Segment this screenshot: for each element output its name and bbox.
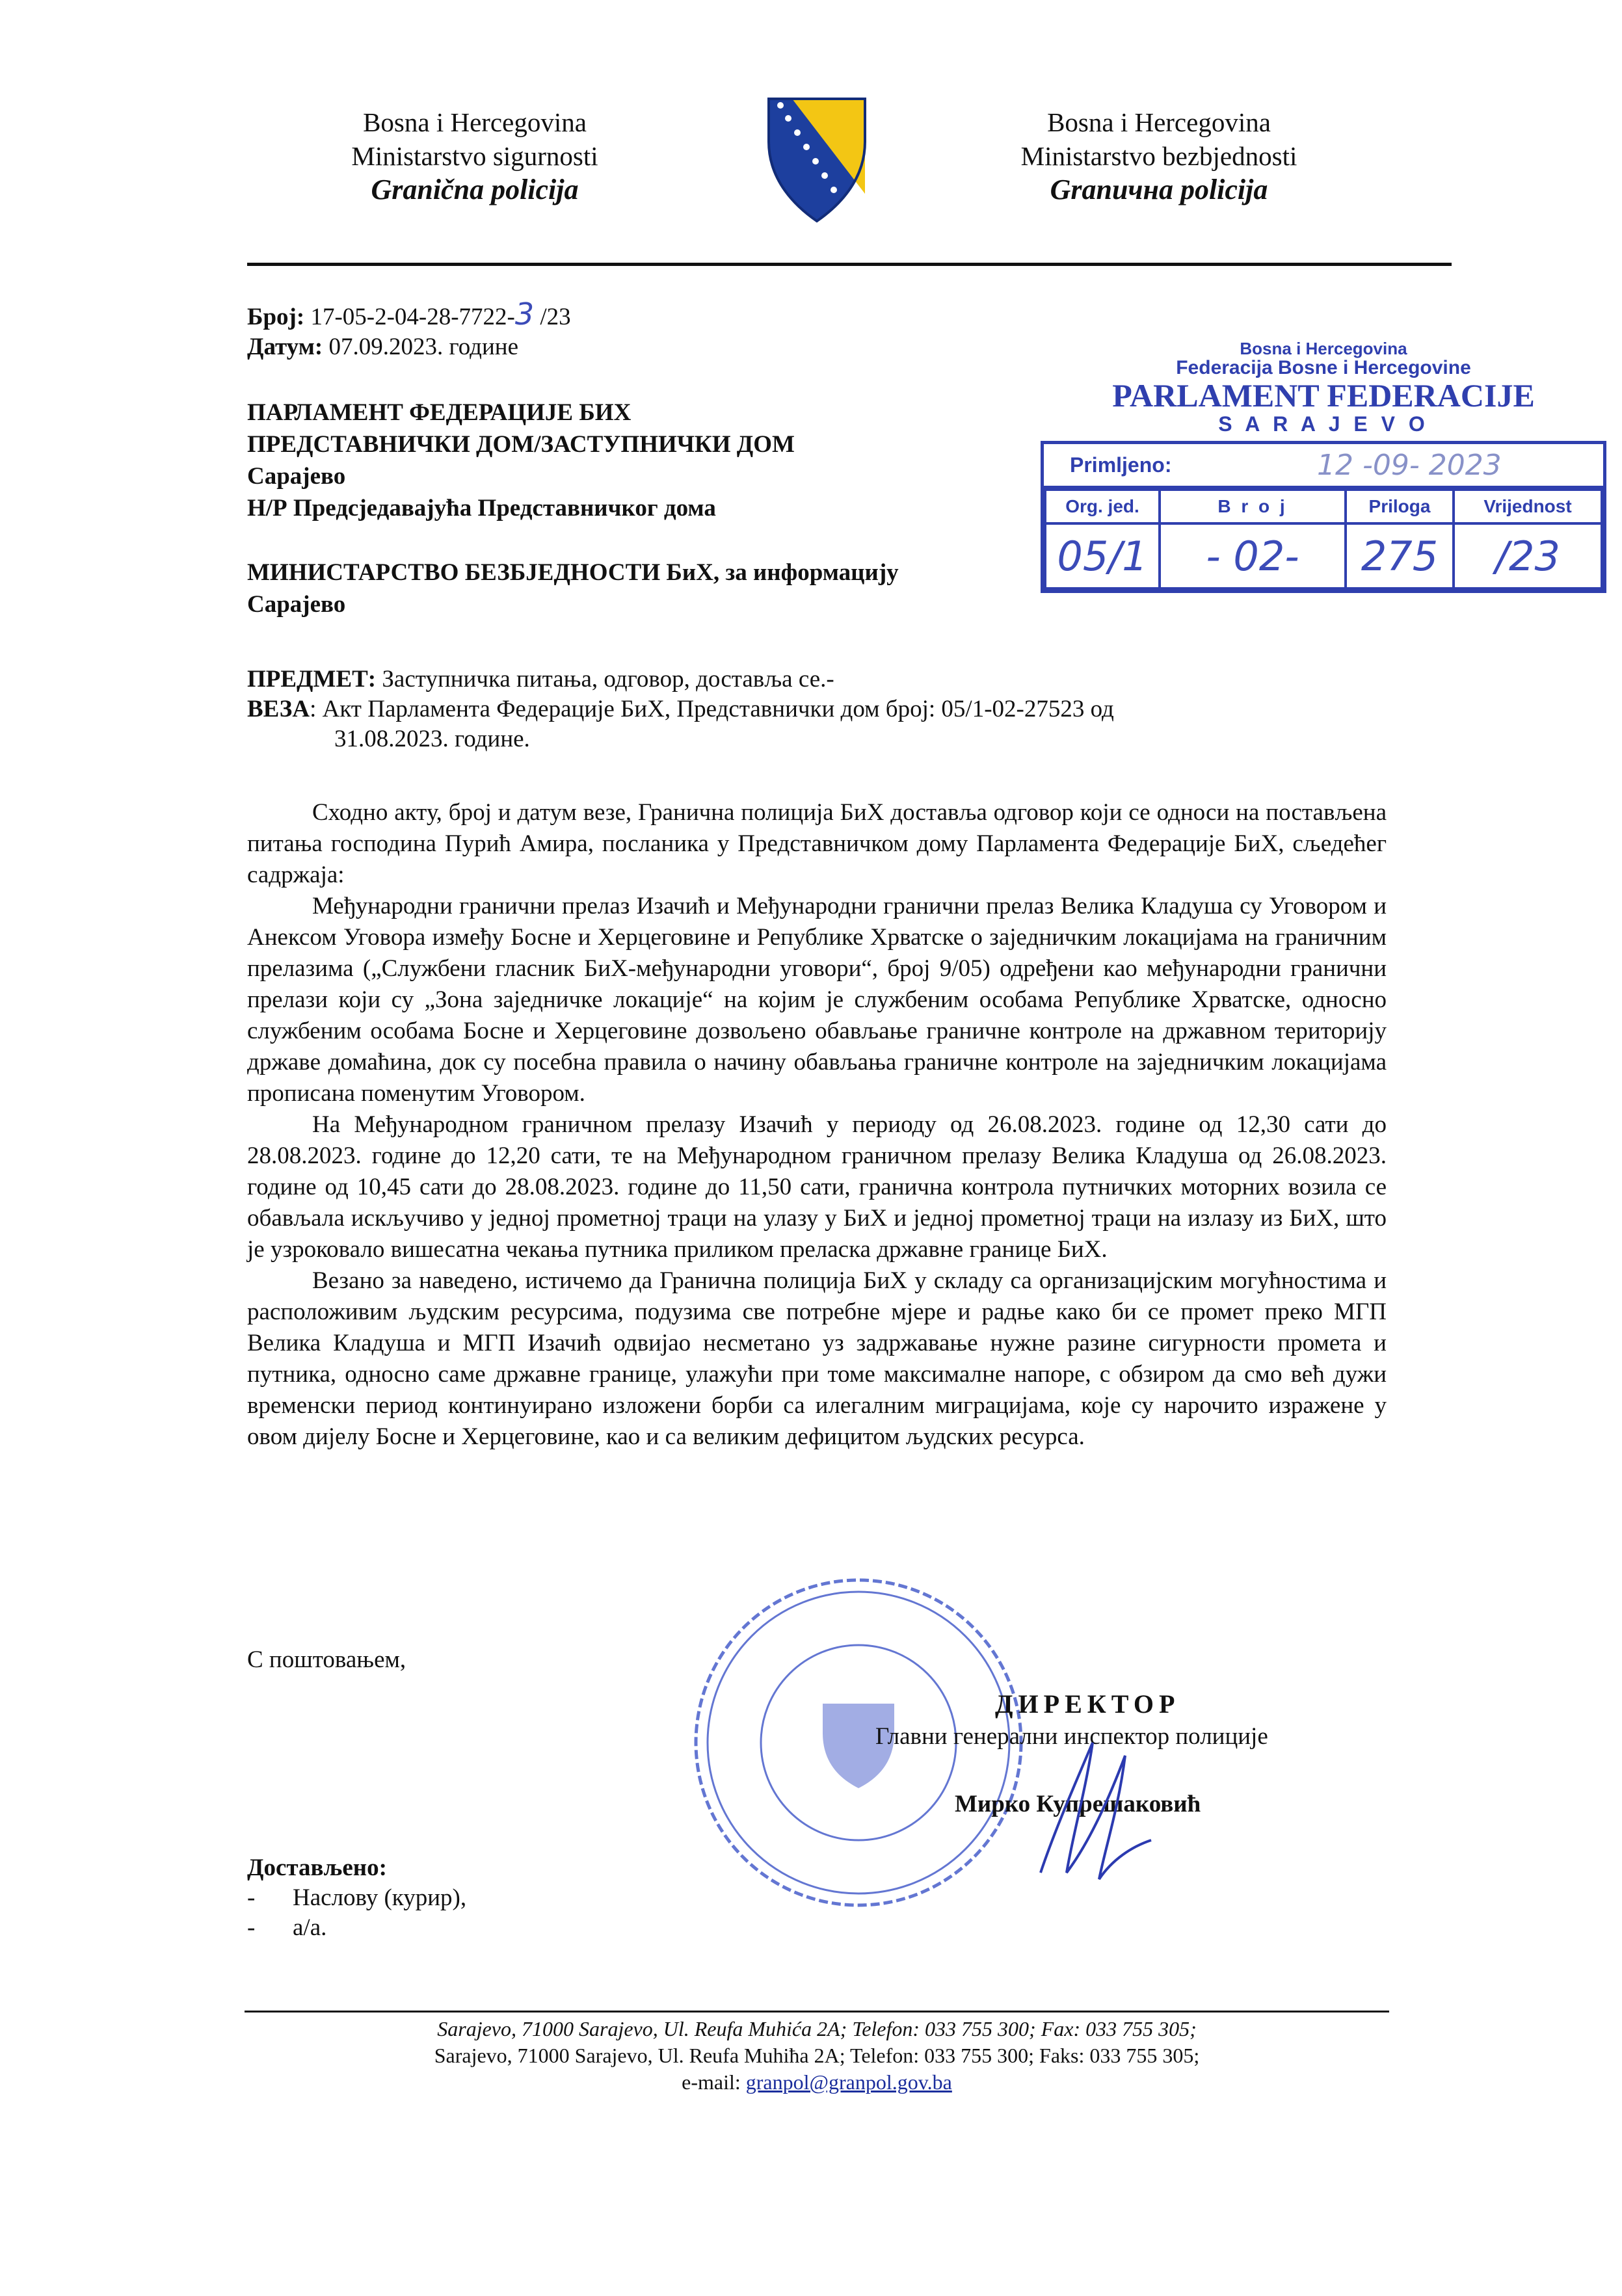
predmet-line xyxy=(247,665,1385,694)
stamp-val-vrijednost: /23 xyxy=(1454,523,1602,588)
veza-line xyxy=(247,694,1385,724)
broj-label: Број: xyxy=(247,304,305,330)
signatory-title: ДИРЕКТОР xyxy=(995,1689,1180,1719)
broj-suffix: /23 xyxy=(534,304,571,330)
broj-handwritten: 3 xyxy=(514,297,535,332)
recipient-block xyxy=(247,397,1060,620)
distribution-item: - Наслову (курир), xyxy=(247,1884,467,1911)
stamp-primljeno-value: 12 -09- 2023 xyxy=(1317,448,1502,482)
body-paragraph-2: Међународни гранични прелаз Изачић и Међународни гранични прелаз Велика Кладуша су Уговором и Анексом Уговора између Босне и Херцеговине и Републике Хрватске о заједничким локацијама на граничним прелазима („Службени гласник БиХ-међународни уговори“, број 9/05) одређени као међународни гранични прелази који су „Зона заједничке локације“ на којим је службеним особама Републике Хрватске, односно службеним особама Босне и Херцеговине дозвољено обављање граничне контроле на државном територију државе домаћина, док су посебна правила о начину обављања граничне контроле на заједничким локацијама прописана поменутим Уговором. xyxy=(247,893,1387,1107)
country-name-right: Bosna i Hercegovina xyxy=(1047,107,1271,137)
stamp-table xyxy=(1041,441,1606,593)
distribution-item: - а/а. xyxy=(247,1914,327,1941)
footer-line-2: Sarajevo, 71000 Sarajevo, Ul. Reufa Muhiћa 2A; Telefon: 033 755 300; Faks: 033 755 305; xyxy=(434,2044,1200,2067)
received-stamp xyxy=(1041,339,1606,593)
footer-divider xyxy=(245,2011,1389,2012)
stamp-val-broj: - 02- xyxy=(1160,523,1346,588)
distribution-label: Достављено: xyxy=(247,1854,387,1881)
stamp-line-3: PARLAMENT FEDERACIJE xyxy=(1112,377,1535,414)
letter-body xyxy=(247,797,1387,1453)
signature-icon xyxy=(1028,1717,1158,1886)
body-paragraph-1: Сходно акту, број и датум везе, Гранична полиција БиХ доставља одговор који се односи на постављена питања господина Пурић Амира, посланика у Представничком дому Парламента Федерације БиХ, сљедећег садржаја: xyxy=(247,799,1387,888)
stamp-line-2: Federacija Bosne i Hercegovine xyxy=(1176,357,1471,378)
cc-line-1: МИНИСТАРСТВО БЕЗБЈЕДНОСТИ БиХ, за информацију xyxy=(247,559,899,586)
header-divider xyxy=(247,263,1452,266)
letterhead-left xyxy=(306,105,644,207)
broj-line xyxy=(247,299,1028,332)
agency-name-left: Granična policija xyxy=(371,174,579,205)
body-paragraph-3: На Међународном граничном прелазу Изачић у периоду од 26.08.2023. године од 12,30 сати до 28.08.2023. године до 12,20 сати, те на Међународном граничном прелазу Велика Кладуша од 26.08.2023. године од 10,45 сати до 28.08.2023. године до 11,50 сати, гранична контрола путничких моторних возила се обављала искључиво у једној прометној траци на улазу у БиХ и једној прометној траци на излазу из БиХ, што је узроковало вишесатна чекања путника приликом преласка државне границе БиХ. xyxy=(247,1111,1387,1263)
datum-label: Датум: xyxy=(247,334,323,360)
recipient-line-3: Сарајево xyxy=(247,463,346,490)
footer xyxy=(245,2016,1389,2096)
agency-name-right: Granична policija xyxy=(1050,174,1268,205)
footer-email-line xyxy=(245,2069,1389,2096)
stamp-val-priloga: 275 xyxy=(1346,523,1454,588)
ministry-name-left: Ministarstvo sigurnosti xyxy=(351,141,598,171)
veza-text: : Акт Парламента Федерације БиХ, Представнички дом број: 05/1-02-27523 од xyxy=(310,696,1114,722)
greeting: С поштовањем, xyxy=(247,1646,406,1673)
veza-continuation: 31.08.2023. године. xyxy=(334,726,530,752)
reference-block xyxy=(247,299,1028,362)
broj-value: 17-05-2-04-28-7722- xyxy=(310,304,515,330)
stamp-col-broj: B r o j xyxy=(1160,490,1346,523)
stamp-primljeno-label: Primljeno: xyxy=(1070,453,1172,477)
veza-label: ВЕЗА xyxy=(247,696,310,722)
footer-email-link[interactable]: granpol@granpol.gov.ba xyxy=(745,2070,952,2094)
stamp-col-vrijednost: Vrijednost xyxy=(1454,490,1602,523)
footer-email-label: e-mail: xyxy=(682,2070,746,2094)
ministry-name-right: Ministarstvo bezbjednosti xyxy=(1020,141,1297,171)
stamp-val-org: 05/1 xyxy=(1045,523,1160,588)
subject-block xyxy=(247,665,1385,754)
signatory-name: Мирко Купрешаковић xyxy=(955,1791,1201,1817)
distribution-block xyxy=(247,1853,767,1943)
recipient-line-1: ПАРЛАМЕНТ ФЕДЕРАЦИЈЕ БИХ xyxy=(247,399,632,426)
body-paragraph-4: Везано за наведено, истичемо да Гранична полиција БиХ у складу са организацијским могућностима и расположивим људским ресурсима, подузима све потребне мјере и радње како би се промет преко МГП Велика Кладуша и МГП Изачић одвијао несметано уз задржавање нужне разине сигурности промета и путника, односно саме државне границе, улажући при томе максималне напоре, с обзиром да смо већ дужи временски период континуирано изложени борби са илегалним миграцијама, које су нарочито изражене у овом дијелу Босне и Херцеговине, као и са великим дефицитом људских ресурса. xyxy=(247,1267,1387,1450)
stamp-line-1: Bosna i Hercegovina xyxy=(1240,339,1407,358)
coat-of-arms-icon xyxy=(766,96,868,224)
recipient-line-2: ПРЕДСТАВНИЧКИ ДОМ/ЗАСТУПНИЧКИ ДОМ xyxy=(247,431,795,458)
letterhead-right xyxy=(990,105,1328,207)
predmet-text: Заступничка питања, одговор, доставља се.- xyxy=(382,666,834,693)
footer-line-1: Sarajevo, 71000 Sarajevo, Ul. Reufa Muhića 2A; Telefon: 033 755 300; Fax: 033 755 305; xyxy=(437,2017,1197,2040)
signatory-subtitle: Главни генерални инспектор полиције xyxy=(875,1723,1268,1750)
stamp-col-org: Org. jed. xyxy=(1045,490,1160,523)
country-name-left: Bosna i Hercegovina xyxy=(363,107,587,137)
datum-line xyxy=(247,332,1028,362)
stamp-line-4: S A R A J E V O xyxy=(1218,412,1429,436)
cc-line-2: Сарајево xyxy=(247,591,346,618)
recipient-line-4: Н/Р Предсједавајућа Представничког дома xyxy=(247,495,716,521)
datum-value: 07.09.2023. године xyxy=(328,334,519,360)
predmet-label: ПРЕДМЕТ: xyxy=(247,666,377,693)
stamp-col-priloga: Priloga xyxy=(1346,490,1454,523)
